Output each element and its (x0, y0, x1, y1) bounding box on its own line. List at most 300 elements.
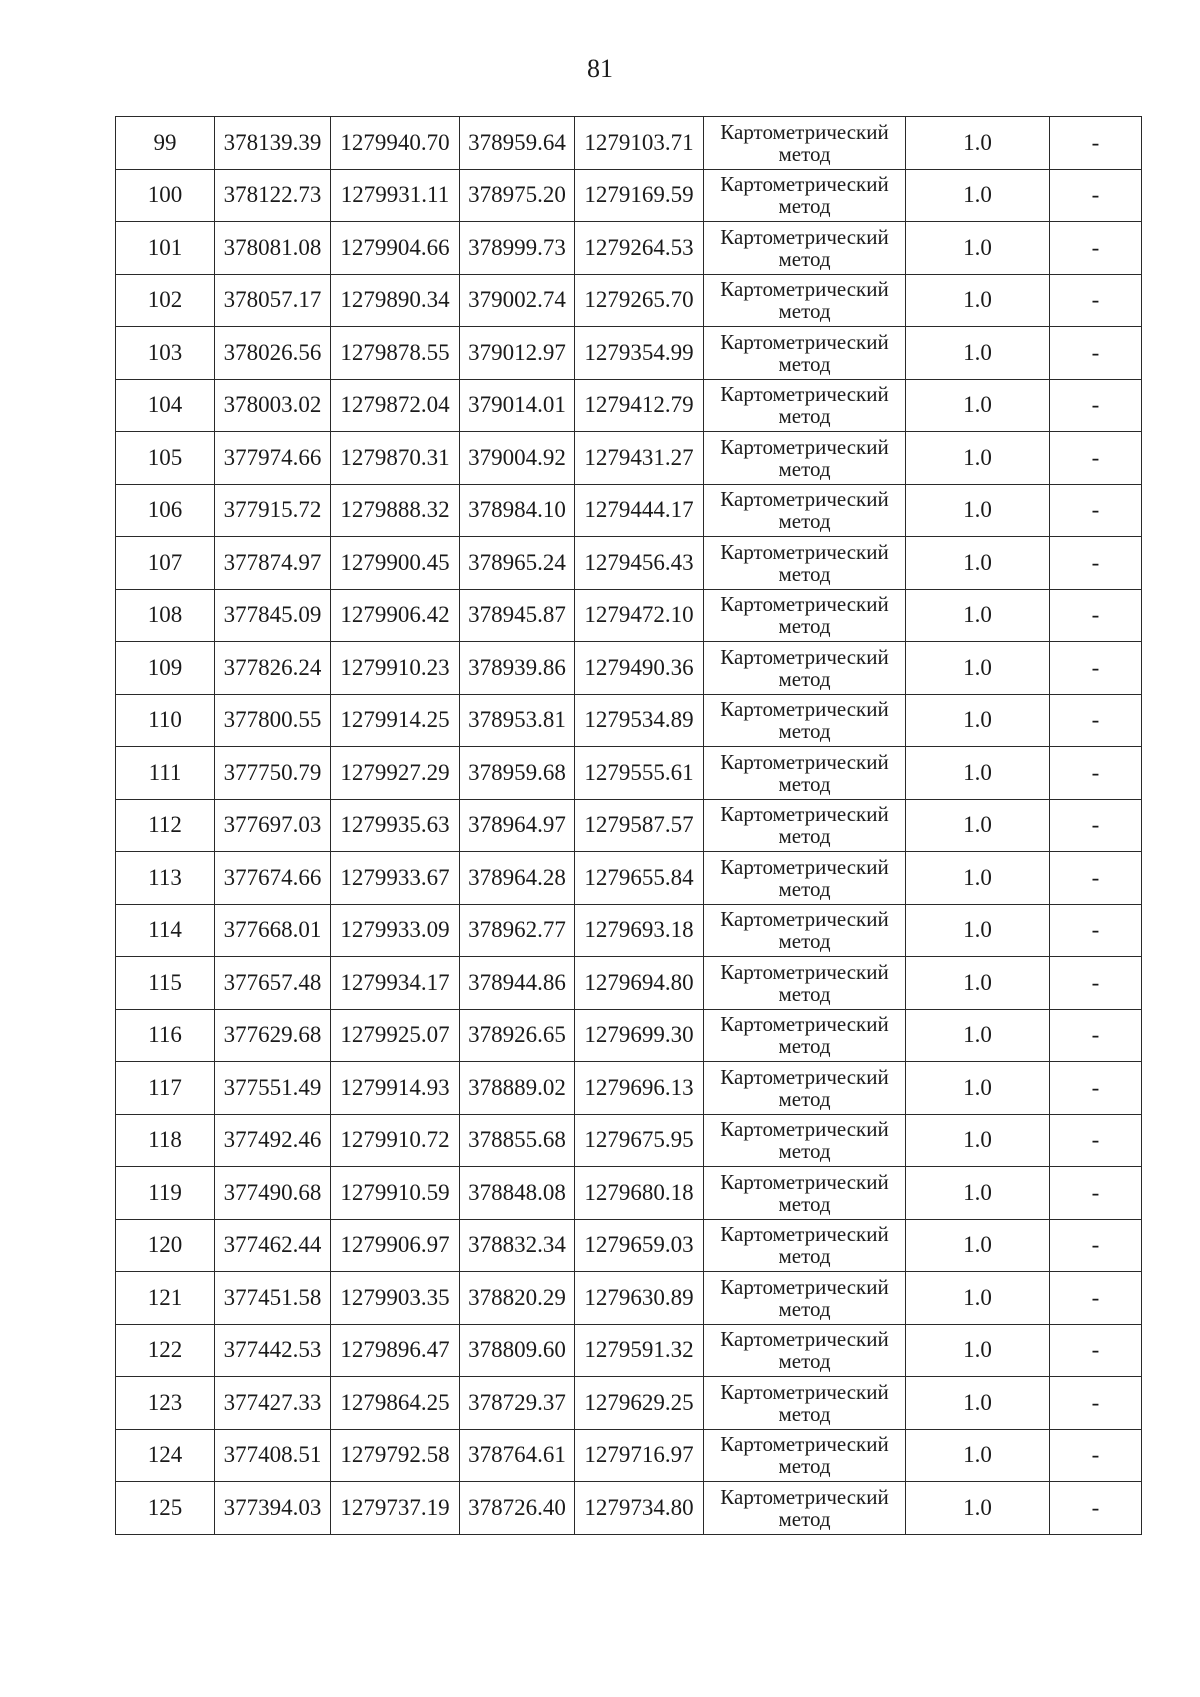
x1-cell: 377629.68 (215, 1009, 331, 1062)
point-number-cell: 103 (116, 327, 215, 380)
y1-cell: 1279931.11 (331, 169, 460, 222)
method-cell (704, 1114, 906, 1167)
note-cell: - (1050, 747, 1142, 800)
y1-cell: 1279737.19 (331, 1482, 460, 1535)
table-row (116, 642, 1142, 695)
x2-cell: 379002.74 (460, 274, 575, 327)
table-row (116, 432, 1142, 485)
table-row (116, 1009, 1142, 1062)
method-cell (704, 1009, 906, 1062)
x2-cell: 378953.81 (460, 694, 575, 747)
x2-cell: 378959.64 (460, 117, 575, 170)
method-line-2: метод (778, 194, 831, 219)
table-row (116, 799, 1142, 852)
method-line-2: метод (778, 929, 831, 954)
accuracy-cell: 1.0 (906, 1114, 1050, 1167)
x1-cell: 377394.03 (215, 1482, 331, 1535)
point-number-cell: 125 (116, 1482, 215, 1535)
y1-cell: 1279903.35 (331, 1272, 460, 1325)
method-cell (704, 1377, 906, 1430)
accuracy-cell: 1.0 (906, 1062, 1050, 1115)
method-line-2: метод (778, 509, 831, 534)
y2-cell: 1279490.36 (575, 642, 704, 695)
table-row (116, 1429, 1142, 1482)
y2-cell: 1279680.18 (575, 1167, 704, 1220)
x2-cell: 379004.92 (460, 432, 575, 485)
method-cell (704, 537, 906, 590)
table-row (116, 379, 1142, 432)
x2-cell: 378984.10 (460, 484, 575, 537)
method-line-2: метод (778, 1349, 831, 1374)
note-cell: - (1050, 852, 1142, 905)
y2-cell: 1279659.03 (575, 1219, 704, 1272)
y1-cell: 1279910.23 (331, 642, 460, 695)
y2-cell: 1279587.57 (575, 799, 704, 852)
note-cell: - (1050, 117, 1142, 170)
accuracy-cell: 1.0 (906, 432, 1050, 485)
method-cell (704, 432, 906, 485)
x1-cell: 377408.51 (215, 1429, 331, 1482)
accuracy-cell: 1.0 (906, 1377, 1050, 1430)
point-number-cell: 105 (116, 432, 215, 485)
method-cell (704, 1482, 906, 1535)
method-cell (704, 642, 906, 695)
y2-cell: 1279696.13 (575, 1062, 704, 1115)
point-number-cell: 118 (116, 1114, 215, 1167)
table-row (116, 1219, 1142, 1272)
note-cell: - (1050, 1272, 1142, 1325)
y2-cell: 1279431.27 (575, 432, 704, 485)
y1-cell: 1279934.17 (331, 957, 460, 1010)
y1-cell: 1279870.31 (331, 432, 460, 485)
y2-cell: 1279555.61 (575, 747, 704, 800)
y2-cell: 1279734.80 (575, 1482, 704, 1535)
method-line-1: Картометрический (720, 749, 889, 774)
y1-cell: 1279933.67 (331, 852, 460, 905)
note-cell: - (1050, 1377, 1142, 1430)
method-line-2: метод (778, 771, 831, 796)
y1-cell: 1279792.58 (331, 1429, 460, 1482)
method-line-2: метод (778, 246, 831, 271)
y1-cell: 1279904.66 (331, 222, 460, 275)
method-line-1: Картометрический (720, 1012, 889, 1037)
table-row (116, 1482, 1142, 1535)
point-number-cell: 119 (116, 1167, 215, 1220)
x1-cell: 377490.68 (215, 1167, 331, 1220)
table-row (116, 274, 1142, 327)
method-line-1: Картометрический (720, 1064, 889, 1089)
table-row (116, 957, 1142, 1010)
y2-cell: 1279412.79 (575, 379, 704, 432)
point-number-cell: 107 (116, 537, 215, 590)
note-cell: - (1050, 589, 1142, 642)
table-row (116, 484, 1142, 537)
y1-cell: 1279906.42 (331, 589, 460, 642)
method-line-1: Картометрический (720, 1432, 889, 1457)
note-cell: - (1050, 904, 1142, 957)
method-cell (704, 1324, 906, 1377)
method-line-1: Картометрический (720, 1484, 889, 1509)
y1-cell: 1279925.07 (331, 1009, 460, 1062)
method-cell (704, 694, 906, 747)
point-number-cell: 99 (116, 117, 215, 170)
method-cell (704, 379, 906, 432)
method-line-2: метод (778, 824, 831, 849)
table-row (116, 1167, 1142, 1220)
y1-cell: 1279878.55 (331, 327, 460, 380)
y1-cell: 1279910.72 (331, 1114, 460, 1167)
x1-cell: 377674.66 (215, 852, 331, 905)
accuracy-cell: 1.0 (906, 589, 1050, 642)
point-number-cell: 108 (116, 589, 215, 642)
note-cell: - (1050, 1009, 1142, 1062)
x2-cell: 378962.77 (460, 904, 575, 957)
x1-cell: 377492.46 (215, 1114, 331, 1167)
x1-cell: 377451.58 (215, 1272, 331, 1325)
note-cell: - (1050, 537, 1142, 590)
x1-cell: 377551.49 (215, 1062, 331, 1115)
y2-cell: 1279456.43 (575, 537, 704, 590)
x1-cell: 377657.48 (215, 957, 331, 1010)
method-line-2: метод (778, 614, 831, 639)
method-cell (704, 799, 906, 852)
method-line-2: метод (778, 981, 831, 1006)
x1-cell: 377668.01 (215, 904, 331, 957)
method-line-2: метод (778, 1244, 831, 1269)
note-cell: - (1050, 957, 1142, 1010)
y1-cell: 1279872.04 (331, 379, 460, 432)
point-number-cell: 109 (116, 642, 215, 695)
table-row (116, 1324, 1142, 1377)
method-line-2: метод (778, 1034, 831, 1059)
method-cell (704, 274, 906, 327)
method-line-2: метод (778, 1191, 831, 1216)
table-row (116, 589, 1142, 642)
x2-cell: 378809.60 (460, 1324, 575, 1377)
note-cell: - (1050, 1429, 1142, 1482)
note-cell: - (1050, 379, 1142, 432)
x1-cell: 378122.73 (215, 169, 331, 222)
accuracy-cell: 1.0 (906, 169, 1050, 222)
x1-cell: 377845.09 (215, 589, 331, 642)
note-cell: - (1050, 327, 1142, 380)
y1-cell: 1279940.70 (331, 117, 460, 170)
method-line-2: метод (778, 1086, 831, 1111)
accuracy-cell: 1.0 (906, 852, 1050, 905)
method-cell (704, 169, 906, 222)
y1-cell: 1279914.93 (331, 1062, 460, 1115)
method-cell (704, 957, 906, 1010)
method-line-2: метод (778, 1454, 831, 1479)
x1-cell: 378026.56 (215, 327, 331, 380)
y1-cell: 1279935.63 (331, 799, 460, 852)
y1-cell: 1279914.25 (331, 694, 460, 747)
x2-cell: 378889.02 (460, 1062, 575, 1115)
y1-cell: 1279864.25 (331, 1377, 460, 1430)
method-line-2: метод (778, 141, 831, 166)
accuracy-cell: 1.0 (906, 694, 1050, 747)
accuracy-cell: 1.0 (906, 747, 1050, 800)
table-row (116, 327, 1142, 380)
method-line-2: метод (778, 666, 831, 691)
y2-cell: 1279630.89 (575, 1272, 704, 1325)
x2-cell: 378820.29 (460, 1272, 575, 1325)
point-number-cell: 104 (116, 379, 215, 432)
x1-cell: 378003.02 (215, 379, 331, 432)
y2-cell: 1279534.89 (575, 694, 704, 747)
x1-cell: 378139.39 (215, 117, 331, 170)
accuracy-cell: 1.0 (906, 274, 1050, 327)
x2-cell: 379012.97 (460, 327, 575, 380)
method-line-1: Картометрический (720, 959, 889, 984)
y2-cell: 1279655.84 (575, 852, 704, 905)
x1-cell: 378081.08 (215, 222, 331, 275)
point-number-cell: 121 (116, 1272, 215, 1325)
accuracy-cell: 1.0 (906, 799, 1050, 852)
point-number-cell: 101 (116, 222, 215, 275)
y1-cell: 1279888.32 (331, 484, 460, 537)
method-line-2: метод (778, 404, 831, 429)
y2-cell: 1279265.70 (575, 274, 704, 327)
x2-cell: 378965.24 (460, 537, 575, 590)
method-line-1: Картометрический (720, 1222, 889, 1247)
table-row (116, 1114, 1142, 1167)
point-number-cell: 111 (116, 747, 215, 800)
method-line-1: Картометрический (720, 434, 889, 459)
x2-cell: 378726.40 (460, 1482, 575, 1535)
point-number-cell: 122 (116, 1324, 215, 1377)
table-row (116, 537, 1142, 590)
x2-cell: 378939.86 (460, 642, 575, 695)
method-line-1: Картометрический (720, 1169, 889, 1194)
method-line-1: Картометрический (720, 697, 889, 722)
accuracy-cell: 1.0 (906, 1167, 1050, 1220)
y1-cell: 1279933.09 (331, 904, 460, 957)
method-line-1: Картометрический (720, 1117, 889, 1142)
x1-cell: 377462.44 (215, 1219, 331, 1272)
point-number-cell: 115 (116, 957, 215, 1010)
y2-cell: 1279716.97 (575, 1429, 704, 1482)
method-line-1: Картометрический (720, 1379, 889, 1404)
x1-cell: 377427.33 (215, 1377, 331, 1430)
method-line-1: Картометрический (720, 1327, 889, 1352)
x1-cell: 377974.66 (215, 432, 331, 485)
note-cell: - (1050, 274, 1142, 327)
method-line-2: метод (778, 1139, 831, 1164)
table-row (116, 1272, 1142, 1325)
y2-cell: 1279169.59 (575, 169, 704, 222)
table-body (116, 117, 1142, 1535)
y1-cell: 1279910.59 (331, 1167, 460, 1220)
method-line-2: метод (778, 299, 831, 324)
method-line-1: Картометрический (720, 644, 889, 669)
point-number-cell: 124 (116, 1429, 215, 1482)
accuracy-cell: 1.0 (906, 1272, 1050, 1325)
method-cell (704, 904, 906, 957)
y2-cell: 1279103.71 (575, 117, 704, 170)
x2-cell: 378848.08 (460, 1167, 575, 1220)
y1-cell: 1279890.34 (331, 274, 460, 327)
table-row (116, 169, 1142, 222)
y2-cell: 1279264.53 (575, 222, 704, 275)
x2-cell: 378975.20 (460, 169, 575, 222)
x1-cell: 378057.17 (215, 274, 331, 327)
note-cell: - (1050, 169, 1142, 222)
table-row (116, 222, 1142, 275)
method-cell (704, 589, 906, 642)
point-number-cell: 123 (116, 1377, 215, 1430)
method-line-1: Картометрический (720, 802, 889, 827)
method-line-1: Картометрический (720, 907, 889, 932)
y2-cell: 1279354.99 (575, 327, 704, 380)
point-number-cell: 114 (116, 904, 215, 957)
method-line-2: метод (778, 1401, 831, 1426)
accuracy-cell: 1.0 (906, 904, 1050, 957)
method-line-2: метод (778, 351, 831, 376)
method-cell (704, 117, 906, 170)
table-row (116, 117, 1142, 170)
x2-cell: 378729.37 (460, 1377, 575, 1430)
x2-cell: 378832.34 (460, 1219, 575, 1272)
point-number-cell: 102 (116, 274, 215, 327)
table-row (116, 747, 1142, 800)
method-line-1: Картометрический (720, 539, 889, 564)
method-cell (704, 1272, 906, 1325)
method-line-2: метод (778, 1506, 831, 1531)
accuracy-cell: 1.0 (906, 1219, 1050, 1272)
y1-cell: 1279900.45 (331, 537, 460, 590)
method-line-1: Картометрический (720, 277, 889, 302)
method-line-2: метод (778, 456, 831, 481)
x2-cell: 378999.73 (460, 222, 575, 275)
method-line-2: метод (778, 876, 831, 901)
method-cell (704, 222, 906, 275)
x1-cell: 377874.97 (215, 537, 331, 590)
method-line-1: Картометрический (720, 224, 889, 249)
note-cell: - (1050, 1167, 1142, 1220)
accuracy-cell: 1.0 (906, 1482, 1050, 1535)
point-number-cell: 117 (116, 1062, 215, 1115)
page-number: 81 (587, 54, 613, 83)
point-number-cell: 120 (116, 1219, 215, 1272)
note-cell: - (1050, 799, 1142, 852)
note-cell: - (1050, 484, 1142, 537)
method-line-1: Картометрический (720, 1274, 889, 1299)
y2-cell: 1279699.30 (575, 1009, 704, 1062)
table-row (116, 694, 1142, 747)
method-cell (704, 1062, 906, 1115)
method-cell (704, 1219, 906, 1272)
accuracy-cell: 1.0 (906, 484, 1050, 537)
method-line-1: Картометрический (720, 487, 889, 512)
x2-cell: 378945.87 (460, 589, 575, 642)
method-line-1: Картометрический (720, 592, 889, 617)
x2-cell: 378944.86 (460, 957, 575, 1010)
coordinates-table (115, 116, 1142, 1535)
note-cell: - (1050, 694, 1142, 747)
x1-cell: 377697.03 (215, 799, 331, 852)
y2-cell: 1279675.95 (575, 1114, 704, 1167)
x2-cell: 378855.68 (460, 1114, 575, 1167)
y2-cell: 1279694.80 (575, 957, 704, 1010)
method-line-2: метод (778, 1296, 831, 1321)
accuracy-cell: 1.0 (906, 1429, 1050, 1482)
x1-cell: 377750.79 (215, 747, 331, 800)
x1-cell: 377915.72 (215, 484, 331, 537)
method-line-1: Картометрический (720, 119, 889, 144)
note-cell: - (1050, 642, 1142, 695)
accuracy-cell: 1.0 (906, 327, 1050, 380)
method-cell (704, 852, 906, 905)
note-cell: - (1050, 1062, 1142, 1115)
point-number-cell: 116 (116, 1009, 215, 1062)
accuracy-cell: 1.0 (906, 1324, 1050, 1377)
method-line-2: метод (778, 719, 831, 744)
method-cell (704, 1429, 906, 1482)
table-row (116, 904, 1142, 957)
accuracy-cell: 1.0 (906, 222, 1050, 275)
note-cell: - (1050, 432, 1142, 485)
method-cell (704, 327, 906, 380)
accuracy-cell: 1.0 (906, 1009, 1050, 1062)
y1-cell: 1279906.97 (331, 1219, 460, 1272)
point-number-cell: 112 (116, 799, 215, 852)
method-cell (704, 484, 906, 537)
point-number-cell: 100 (116, 169, 215, 222)
y1-cell: 1279927.29 (331, 747, 460, 800)
x2-cell: 378764.61 (460, 1429, 575, 1482)
y2-cell: 1279472.10 (575, 589, 704, 642)
accuracy-cell: 1.0 (906, 642, 1050, 695)
table-row (116, 1062, 1142, 1115)
method-line-1: Картометрический (720, 329, 889, 354)
table-row (116, 1377, 1142, 1430)
point-number-cell: 106 (116, 484, 215, 537)
x1-cell: 377826.24 (215, 642, 331, 695)
x2-cell: 378959.68 (460, 747, 575, 800)
x1-cell: 377800.55 (215, 694, 331, 747)
method-cell (704, 747, 906, 800)
y2-cell: 1279591.32 (575, 1324, 704, 1377)
method-line-1: Картометрический (720, 172, 889, 197)
accuracy-cell: 1.0 (906, 957, 1050, 1010)
note-cell: - (1050, 1219, 1142, 1272)
method-line-1: Картометрический (720, 382, 889, 407)
x2-cell: 378964.28 (460, 852, 575, 905)
note-cell: - (1050, 1114, 1142, 1167)
y2-cell: 1279444.17 (575, 484, 704, 537)
point-number-cell: 110 (116, 694, 215, 747)
x2-cell: 379014.01 (460, 379, 575, 432)
y1-cell: 1279896.47 (331, 1324, 460, 1377)
x2-cell: 378926.65 (460, 1009, 575, 1062)
note-cell: - (1050, 1482, 1142, 1535)
method-line-2: метод (778, 561, 831, 586)
table-row (116, 852, 1142, 905)
method-cell (704, 1167, 906, 1220)
y2-cell: 1279693.18 (575, 904, 704, 957)
y2-cell: 1279629.25 (575, 1377, 704, 1430)
note-cell: - (1050, 1324, 1142, 1377)
accuracy-cell: 1.0 (906, 117, 1050, 170)
note-cell: - (1050, 222, 1142, 275)
x2-cell: 378964.97 (460, 799, 575, 852)
point-number-cell: 113 (116, 852, 215, 905)
accuracy-cell: 1.0 (906, 537, 1050, 590)
method-line-1: Картометрический (720, 854, 889, 879)
accuracy-cell: 1.0 (906, 379, 1050, 432)
x1-cell: 377442.53 (215, 1324, 331, 1377)
